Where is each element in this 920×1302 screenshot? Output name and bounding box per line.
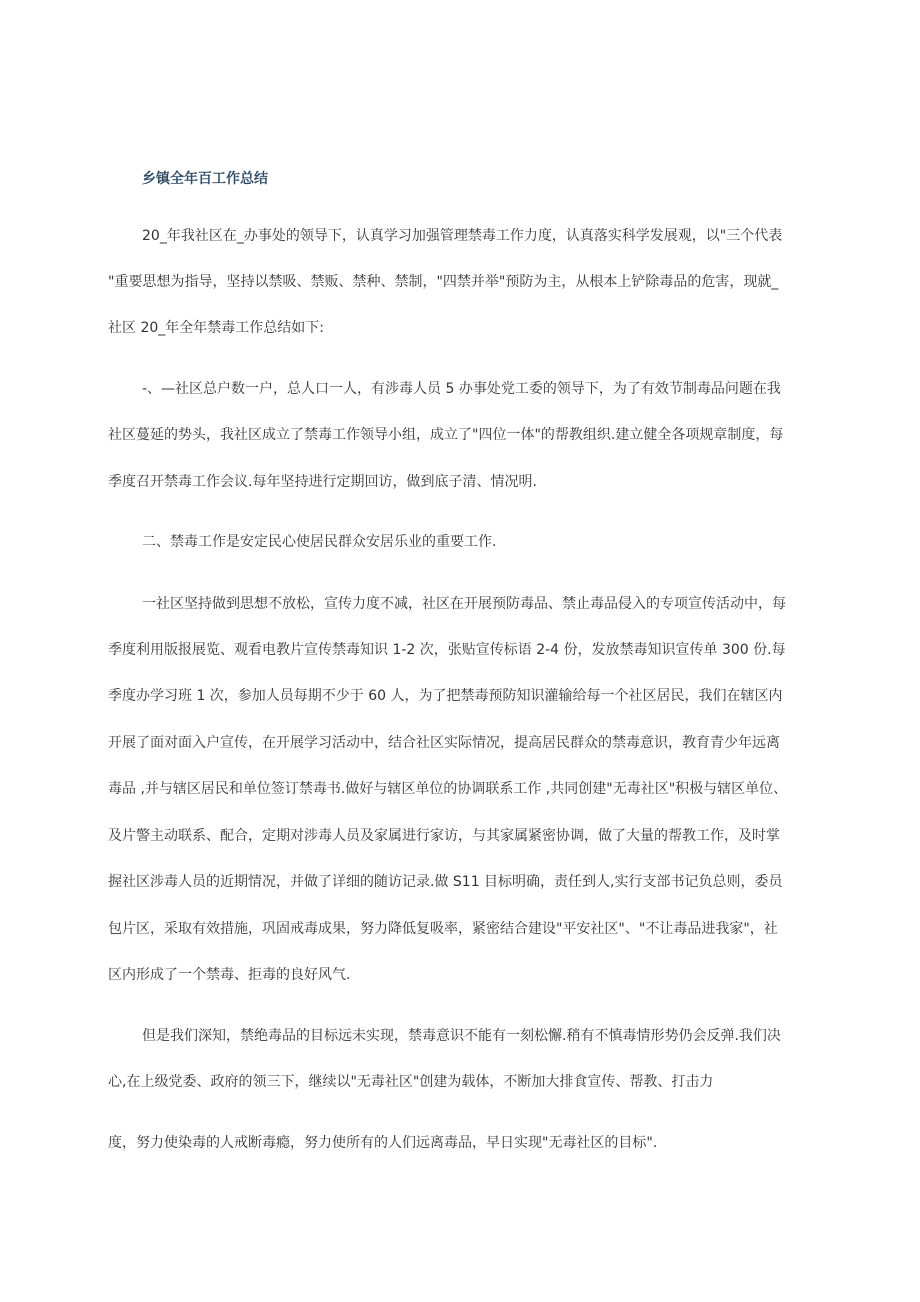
paragraph-5-line-2: 心,在上级党委、政府的领三下，继续以"无毒社区"创建为载体，不断加大排食宣传、帮教、打击力: [108, 1074, 714, 1090]
paragraph-4-line-4: 开展了面对面入户宣传，在开展学习活动中，结合社区实际情况，提高居民群众的禁毒意识，教育青少年远离: [108, 735, 780, 751]
paragraph-4-line-7: 握社区涉毒人员的近期情况，并做了详细的随访记录.做 S11 目标明确，责任到人,实行支部书记负总则，委员: [108, 874, 783, 890]
paragraph-2-line-1: -、—社区总户数一户，总人口一人，有涉毒人员 5 办事处党工委的领导下，为了有效节制毒品问题在我: [142, 381, 781, 397]
paragraph-1-line-2: "重要思想为指导，坚持以禁吸、禁贩、禁种、禁制，"四禁并举"预防为主，从根本上铲除毒品的危害，现就_: [108, 274, 779, 290]
paragraph-4-line-1: 一社区坚持做到思想不放松，宣传力度不减，社区在开展预防毒品、禁止毒品侵入的专项宣传活动中，每: [142, 596, 786, 612]
paragraph-4-line-8: 包片区，采取有效措施，巩固戒毒成果，努力降低复吸率，紧密结合建设"平安社区"、"不让毒品进我家"，社: [108, 921, 778, 937]
paragraph-4-line-6: 及片警主动联系、配合，定期对涉毒人员及家属进行家访，与其家属紧密协调，做了大量的帮教工作，及时掌: [108, 828, 780, 844]
document-title: 乡镇全年百工作总结: [142, 171, 268, 187]
paragraph-4-line-9: 区内形成了一个禁毒、拒毒的良好风气.: [108, 967, 351, 983]
paragraph-5-line-3: 度，努力使染毒的人戒断毒瘾，努力使所有的人们远离毒品，早日实现"无毒社区的目标".: [108, 1135, 658, 1151]
paragraph-4-line-3: 季度办学习班 1 次，参加人员每期不少于 60 人，为了把禁毒预防知识灌输给每一个社区居民，我们在辖区内: [108, 688, 783, 704]
paragraph-2-line-3: 季度召开禁毒工作会议.每年坚持进行定期回访，做到底子清、情况明.: [108, 474, 537, 490]
paragraph-3-line-1: 二、禁毒工作是安定民心使居民群众安居乐业的重要工作.: [142, 534, 497, 550]
paragraph-5-line-1: 但是我们深知，禁绝毒品的目标远未实现，禁毒意识不能有一刻松懈.稍有不慎毒情形势仍会反弹.我们决: [142, 1028, 781, 1044]
paragraph-4-line-2: 季度利用版报展览、观看电教片宣传禁毒知识 1-2 次，张贴宣传标语 2-4 份，发放禁毒知识宣传单 300 份.每: [108, 642, 786, 658]
paragraph-1-line-3: 社区 20_年全年禁毒工作总结如下:: [108, 320, 324, 336]
paragraph-2-line-2: 社区蔓延的势头，我社区成立了禁毒工作领导小组，成立了"四位一体"的帮教组织.建立健全各项规章制度，每: [108, 427, 784, 443]
paragraph-4-line-5: 毒品 ,并与辖区居民和单位签订禁毒书.做好与辖区单位的协调联系工作 ,共同创建"无毒社区"积极与辖区单位、: [108, 781, 788, 797]
paragraph-1-line-1: 20_年我社区在_办事处的领导下，认真学习加强管理禁毒工作力度，认真落实科学发展观，以"三个代表: [142, 228, 783, 244]
